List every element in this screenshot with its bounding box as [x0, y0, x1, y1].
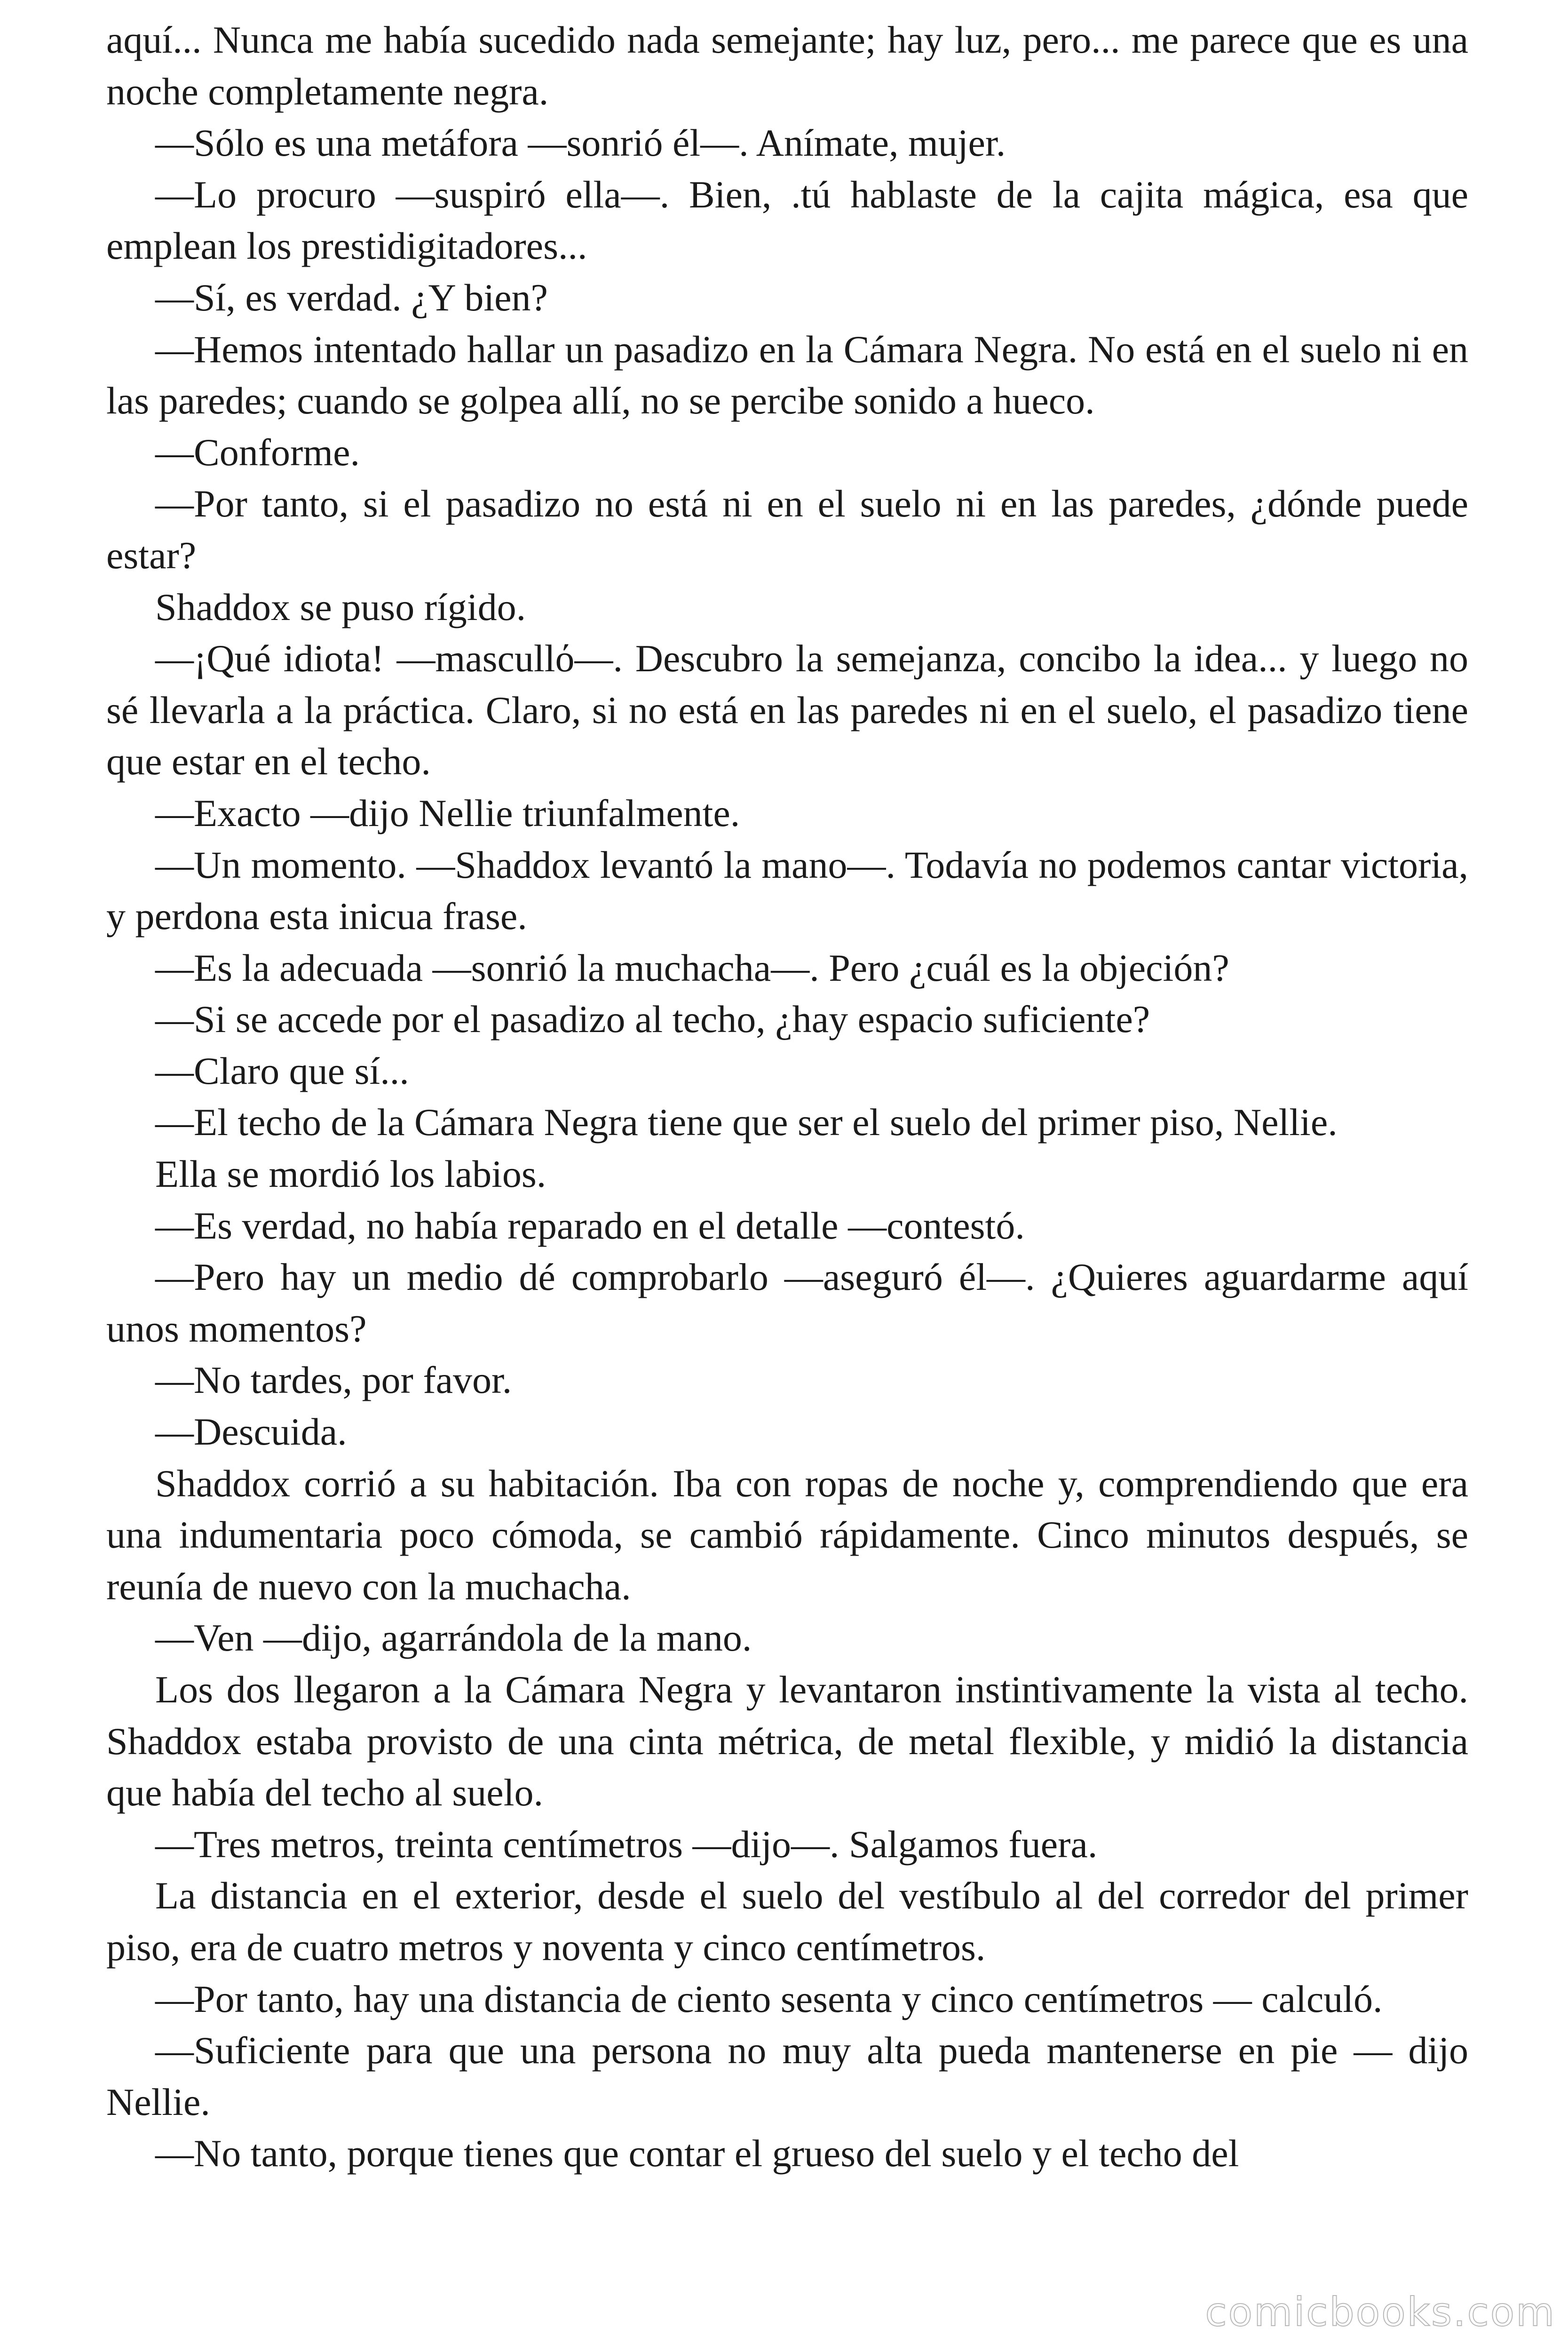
- paragraph: La distancia en el exterior, desde el suelo del vestíbulo al del corredor del primer piso, era de cuatro metros y noventa y cinco centímetros.: [106, 1874, 1468, 1969]
- paragraph: —Es verdad, no había reparado en el detalle —contestó.: [155, 1204, 1025, 1247]
- paragraph: aquí... Nunca me había sucedido nada semejante; hay luz, pero... me parece que es una noche completamente negra.: [106, 18, 1468, 113]
- paragraph: —Pero hay un medio dé comprobarlo —aseguró él—. ¿Quieres aguardarme aquí unos momentos?: [106, 1255, 1468, 1350]
- watermark: comicbooks.com: [1205, 2289, 1556, 2335]
- paragraph: —Sólo es una metáfora —sonrió él—. Anímate, mujer.: [155, 121, 1006, 165]
- paragraph: —Hemos intentado hallar un pasadizo en la Cámara Negra. No está en el suelo ni en las paredes; cuando se golpea allí, no se percibe sonido a hueco.: [106, 327, 1468, 422]
- paragraph: —Conforme.: [155, 430, 360, 474]
- paragraph: —Por tanto, si el pasadizo no está ni en el suelo ni en las paredes, ¿dónde puede estar?: [106, 482, 1468, 577]
- paragraph: —Es la adecuada —sonrió la muchacha—. Pero ¿cuál es la objeción?: [155, 946, 1229, 989]
- paragraph: —Sí, es verdad. ¿Y bien?: [155, 276, 548, 319]
- paragraph: —El techo de la Cámara Negra tiene que ser el suelo del primer piso, Nellie.: [155, 1101, 1338, 1144]
- paragraph: —Suficiente para que una persona no muy alta pueda mantenerse en pie — dijo Nellie.: [106, 2029, 1468, 2123]
- page-text: [106, 14, 1468, 2179]
- paragraph: Shaddox se puso rígido.: [155, 585, 526, 628]
- paragraph: —¡Qué idiota! —mascullό—. Descubro la semejanza, concibo la idea... y luego no sé llevarla a la práctica. Claro, si no está en las paredes ni en el suelo, el pasadizo tiene que estar en el techo.: [106, 637, 1468, 783]
- paragraph: Los dos llegaron a la Cámara Negra y levantaron instintivamente la vista al techo. Shaddox estaba provisto de una cinta métrica, de metal flexible, y midió la distancia que había del techo al suelo.: [106, 1668, 1468, 1814]
- paragraph: Shaddox corrió a su habitación. Iba con ropas de noche y, comprendiendo que era una indumentaria poco cómoda, se cambió rápidamente. Cinco minutos después, se reunía de nuevo con la muchacha.: [106, 1462, 1468, 1608]
- paragraph: —Por tanto, hay una distancia de ciento sesenta y cinco centímetros — calculó.: [155, 1977, 1383, 2020]
- paragraph: —Exacto —dijo Nellie triunfalmente.: [155, 791, 740, 834]
- paragraph: —No tardes, por favor.: [155, 1359, 512, 1402]
- paragraph: —No tanto, porque tienes que contar el grueso del suelo y el techo del: [155, 2132, 1239, 2175]
- paragraph: Ella se mordió los labios.: [155, 1152, 546, 1196]
- paragraph: —Un momento. —Shaddox levantó la mano—. Todavía no podemos cantar victoria, y perdona esta inicua frase.: [106, 843, 1468, 938]
- paragraph: —Claro que sí...: [155, 1049, 409, 1092]
- paragraph: —Si se accede por el pasadizo al techo, ¿hay espacio suficiente?: [155, 998, 1150, 1041]
- paragraph: —Tres metros, treinta centímetros —dijo—. Salgamos fuera.: [155, 1822, 1098, 1866]
- paragraph: —Lo procuro —suspiró ella—. Bien, .tú hablaste de la cajita mágica, esa que emplean los prestidigitadores...: [106, 173, 1468, 268]
- paragraph: —Descuida.: [155, 1410, 347, 1454]
- paragraph: —Ven —dijo, agarrándola de la mano.: [155, 1616, 752, 1660]
